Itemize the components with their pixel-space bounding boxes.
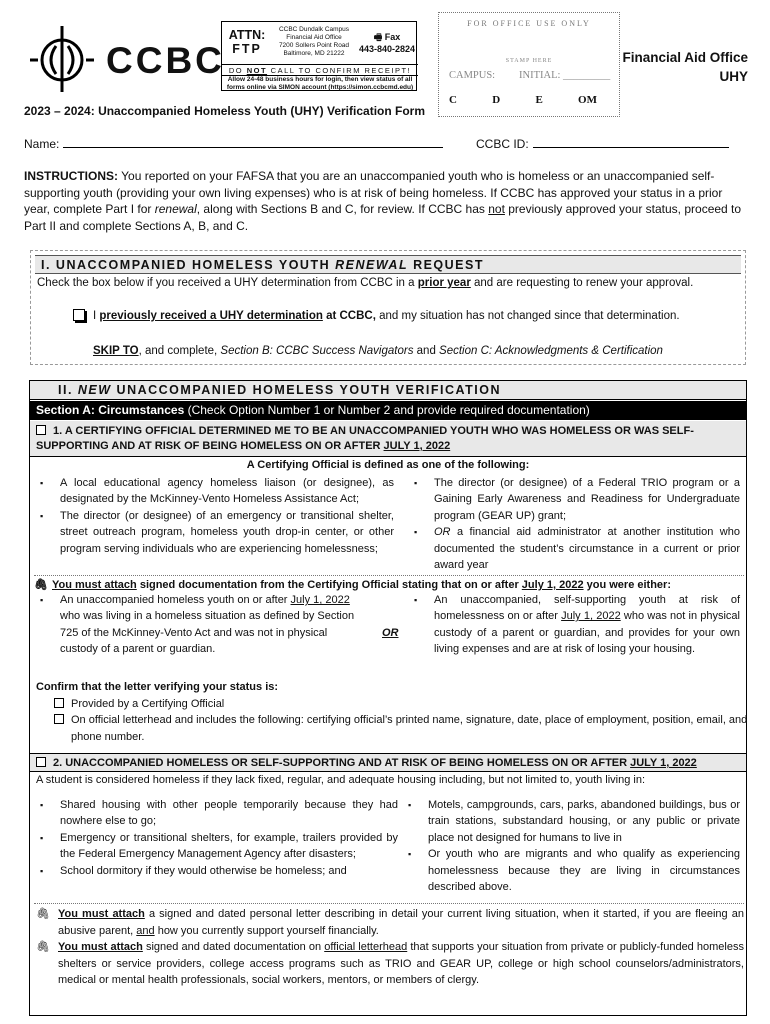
fax-icon: 🖷 — [373, 32, 383, 42]
either-right-pre: An unaccompanied, self-supporting youth at risk of homelessness on or after — [434, 594, 740, 623]
part2-heading — [30, 381, 746, 400]
part1-check-post: and are requesting to renew your approval. — [470, 277, 694, 289]
skip-and: and — [413, 345, 440, 357]
confirm-item-2[interactable] — [53, 712, 753, 745]
section-a-note: (Check Option Number 1 or Number 2 and provide required documentation) — [184, 403, 590, 417]
attn-box — [221, 21, 417, 91]
cert-right-2-text: a financial aid administrator at another institution who documented the student’s circumstance in a current or prior award year — [434, 526, 740, 572]
instructions-renewal: renewal — [154, 202, 197, 216]
stamp-here: STAMP HERE — [505, 58, 553, 64]
fa-office-line2: UHY — [719, 69, 748, 84]
confirm-item-2-text: On official letterhead and includes the following: certifying official’s printed name, signature, date, place of employment, position, email, and phone number. — [71, 714, 748, 743]
attach3-letterhead: official letterhead — [324, 941, 408, 953]
part1-check-em: prior year — [417, 277, 471, 289]
fax-number: 443-840-2824 — [358, 44, 416, 54]
office-codes — [449, 94, 611, 106]
either-right-post: who was not in physical custody of a parent or guardian, and provides for your own living expenses and are at risk of losing your housing. — [434, 610, 740, 656]
confirm-pre: DO — [228, 66, 247, 75]
list-item — [408, 524, 740, 573]
part1-renewal-section — [30, 250, 746, 365]
part1-check-pre: Check the box below if you received a UHY determination from CCBC in a — [37, 277, 418, 289]
instructions-not: not — [488, 202, 505, 216]
fa-office-line1: Financial Aid Office — [622, 50, 748, 65]
renewal-text-pre: I — [93, 310, 100, 322]
instructions — [24, 168, 748, 234]
section-a-header — [30, 401, 746, 420]
option-1-date: JULY 1, 2022 — [383, 440, 451, 452]
skip-mid: , and complete, — [138, 345, 221, 357]
attn-ftp: FTP — [232, 42, 262, 56]
list-item: ▪ The director (or designee) of a Federal TRIO program or a Gaining Early Awareness and Readiness for Undergraduate program (GEAR UP) grant; — [408, 475, 740, 524]
list-item: ▪ School dormitory if they would otherwise be homeless; and — [34, 863, 398, 879]
either-left-pre: An unaccompanied homeless youth on or after — [60, 594, 291, 606]
attach3-em: You must attach — [58, 941, 143, 953]
ccbc-id-label: CCBC ID: — [476, 137, 529, 151]
instructions-text-3: previously approved your status, proceed to Part II and complete Sections A, B, and C. — [24, 202, 742, 233]
cert-or: OR — [434, 526, 451, 539]
attach2-em: You must attach — [58, 908, 145, 920]
option-2-text: 2. UNACCOMPANIED HOMELESS OR SELF-SUPPORTING AND AT RISK OF BEING HOMELESS ON OR AFTER — [53, 757, 631, 769]
attach-requirements-2 — [34, 903, 744, 989]
ccbc-id-input-line[interactable] — [533, 137, 729, 148]
list-item: ▪ Shared housing with other people temporarily because they had nowhere else to go; — [34, 797, 398, 830]
confirm-title: Confirm that the letter verifying your status is: — [36, 681, 279, 693]
confirm-item-1[interactable] — [36, 696, 753, 713]
part2-heading-em: NEW — [77, 383, 112, 397]
confirm-post: CALL TO CONFIRM RECEIPT! — [267, 66, 412, 75]
skip-section-c: Section C: Acknowledgments & Certification — [439, 345, 663, 357]
list-item — [34, 592, 364, 658]
renewal-checkbox[interactable] — [73, 309, 85, 321]
form-title: 2023 – 2024: Unaccompanied Homeless Youth (UHY) Verification Form — [24, 104, 426, 118]
list-item: ▪ Emergency or transitional shelters, for example, trailers provided by the Federal Emergency Management Agency after disasters; — [34, 830, 398, 863]
skip-instruction — [93, 345, 663, 357]
attn-label-block — [222, 22, 272, 64]
part2-heading-pre: II. — [58, 383, 78, 397]
list-item: ▪ A local educational agency homeless liaison (or designee), as designated by the McKinney-Vento Homeless Assistance Act; — [34, 475, 394, 508]
either-right-date: July 1, 2022 — [561, 610, 621, 623]
renewal-text-mid: at CCBC, — [322, 310, 376, 322]
fax-label: Fax — [384, 32, 401, 42]
or-divider: OR — [382, 627, 399, 639]
fa-office-label — [622, 48, 748, 86]
confirm-not: NOT — [246, 66, 268, 75]
either-list-left — [34, 592, 364, 658]
code-d: D — [492, 94, 501, 106]
renewal-checkbox-row[interactable] — [73, 309, 680, 322]
cert-official-list-right — [408, 475, 740, 573]
attach1-mid: signed documentation from the Certifying Official stating that on or after — [136, 579, 522, 591]
fax-block — [356, 22, 418, 64]
confirm-item-1-text: Provided by a Certifying Official — [71, 697, 225, 710]
either-left-date: July 1, 2022 — [290, 594, 350, 606]
attach1-post: you were either: — [583, 579, 671, 591]
either-left-post: who was living in a homeless situation as defined by Section 725 of the McKinney-Vento Act and was not in physical custody of a parent or guardian. — [60, 610, 355, 656]
certifying-official-definition: A Certifying Official is defined as one of the following: — [246, 459, 530, 471]
homeless-definition: A student is considered homeless if they lack fixed, regular, and adequate housing including, but not limited to, youth living in: — [36, 774, 646, 786]
part1-heading-post: REQUEST — [408, 258, 484, 272]
confirm-checkbox-1[interactable] — [54, 698, 64, 708]
section-a-label: Section A: Circumstances — [36, 403, 185, 417]
part2-new-verification — [29, 380, 747, 1016]
list-item: ▪ Motels, campgrounds, cars, parks, abandoned buildings, bus or train stations, substandard housing, or any public or private place not designed for humans to live in — [402, 797, 740, 846]
option-1-checkbox[interactable] — [36, 425, 46, 435]
attach3-mid: signed and dated documentation on — [142, 941, 325, 953]
office-use-box — [438, 12, 620, 117]
list-item: ▪ Or youth who are migrants and who qualify as experiencing homelessness because they are living in circumstances described above. — [402, 846, 740, 895]
logo-wordmark: CCBC — [106, 40, 225, 81]
attach1-em: You must attach — [52, 579, 137, 591]
hours-note: Allow 24-48 business hours for login, then view status of all forms online via SIMON account (https://simon.ccbcmd.edu) — [226, 76, 414, 91]
instructions-label: INSTRUCTIONS: — [24, 169, 118, 183]
initial-label: INITIAL: _________ — [519, 70, 611, 81]
office-use-title: FOR OFFICE USE ONLY — [467, 19, 591, 28]
list-item — [408, 592, 740, 658]
either-list-right — [408, 592, 740, 658]
paperclip-icon: 🖇 — [34, 579, 48, 591]
code-om: OM — [578, 94, 597, 106]
ccbc-logo — [24, 22, 225, 94]
confirm-checkbox-2[interactable] — [54, 714, 64, 724]
option-2-checkbox[interactable] — [36, 757, 46, 767]
option-2-date: JULY 1, 2022 — [630, 757, 697, 769]
housing-list-right — [402, 797, 740, 895]
attach3-post: that supports your situation from private or publicly-funded homeless shelters or service providers, college access programs such as TRIO and GEAR UP, college or high school counselors/administrators, medical or mental health professionals, social workers, mentors, or members of clergy. — [58, 941, 744, 986]
confirm-notice — [222, 64, 418, 76]
attach-documentation — [36, 939, 744, 989]
confirm-letter — [36, 679, 753, 745]
paperclip-icon: 🖇 — [36, 941, 50, 953]
code-c: C — [449, 94, 457, 106]
housing-list-left — [34, 797, 398, 879]
attn-address: CCBC Dundalk Campus Financial Aid Office 7200 Sollers Point Road Baltimore, MD 21222 — [278, 26, 350, 57]
ccbc-seal-icon — [24, 22, 104, 94]
attach1-date: July 1, 2022 — [521, 579, 584, 591]
campus-label: CAMPUS: — [449, 70, 496, 81]
list-item: ▪ The director (or designee) of an emergency or transitional shelter, street outreach program, homeless youth drop-in center, or other program serving individuals who are experiencing homelessness; — [34, 508, 394, 557]
option-1-row[interactable] — [30, 421, 746, 457]
skip-label: SKIP TO — [93, 345, 139, 357]
part1-heading-em: RENEWAL — [335, 258, 409, 272]
skip-section-b: Section B: CCBC Success Navigators — [220, 345, 414, 357]
instructions-text-1: You reported on your FAFSA that you are an unaccompanied youth who is homeless or an unaccompanied self-supporting youth (providing your own living expenses) who is at risk of being homeless. If CCBC has approved your status in a prior year, complete Part I for — [24, 169, 723, 216]
renewal-text-post: and my situation has not changed since that determination. — [375, 310, 680, 322]
paperclip-icon: 🖇 — [36, 908, 50, 920]
attach2-mid: a signed and dated personal letter describing in detail your current living situation, when it started, if you are fleeing an abusive parent, — [58, 908, 744, 937]
part1-heading — [35, 255, 741, 274]
code-e: E — [535, 94, 543, 106]
instructions-text-2: , along with Sections B and C, for review. If CCBC has — [196, 202, 489, 216]
attn-label: ATTN: — [228, 28, 266, 42]
attach-requirement-1 — [34, 575, 744, 591]
name-label: Name: — [24, 137, 60, 151]
option-1-text: 1. A CERTIFYING OFFICIAL DETERMINED ME TO BE AN UNACCOMPANIED YOUTH WHO WAS HOMELESS OR WAS SELF-SUPPORTING AND AT RISK OF BEING HOMELESS ON OR AFTER — [36, 425, 694, 452]
attach2-and: and — [136, 924, 155, 937]
renewal-text-em: previously received a UHY determination — [99, 310, 323, 322]
name-input-line[interactable] — [63, 137, 443, 148]
cert-official-list-left — [34, 475, 394, 557]
part1-instructions — [37, 277, 693, 289]
attach-letter — [36, 906, 744, 939]
attach2-post: how you currently support yourself financially. — [154, 924, 379, 937]
ccbc-id-field[interactable] — [476, 137, 729, 151]
part1-heading-pre: I. UNACCOMPANIED HOMELESS YOUTH — [41, 258, 336, 272]
part2-heading-post: UNACCOMPANIED HOMELESS YOUTH VERIFICATION — [111, 383, 501, 397]
option-2-row[interactable] — [30, 753, 746, 772]
name-field[interactable] — [24, 137, 443, 151]
